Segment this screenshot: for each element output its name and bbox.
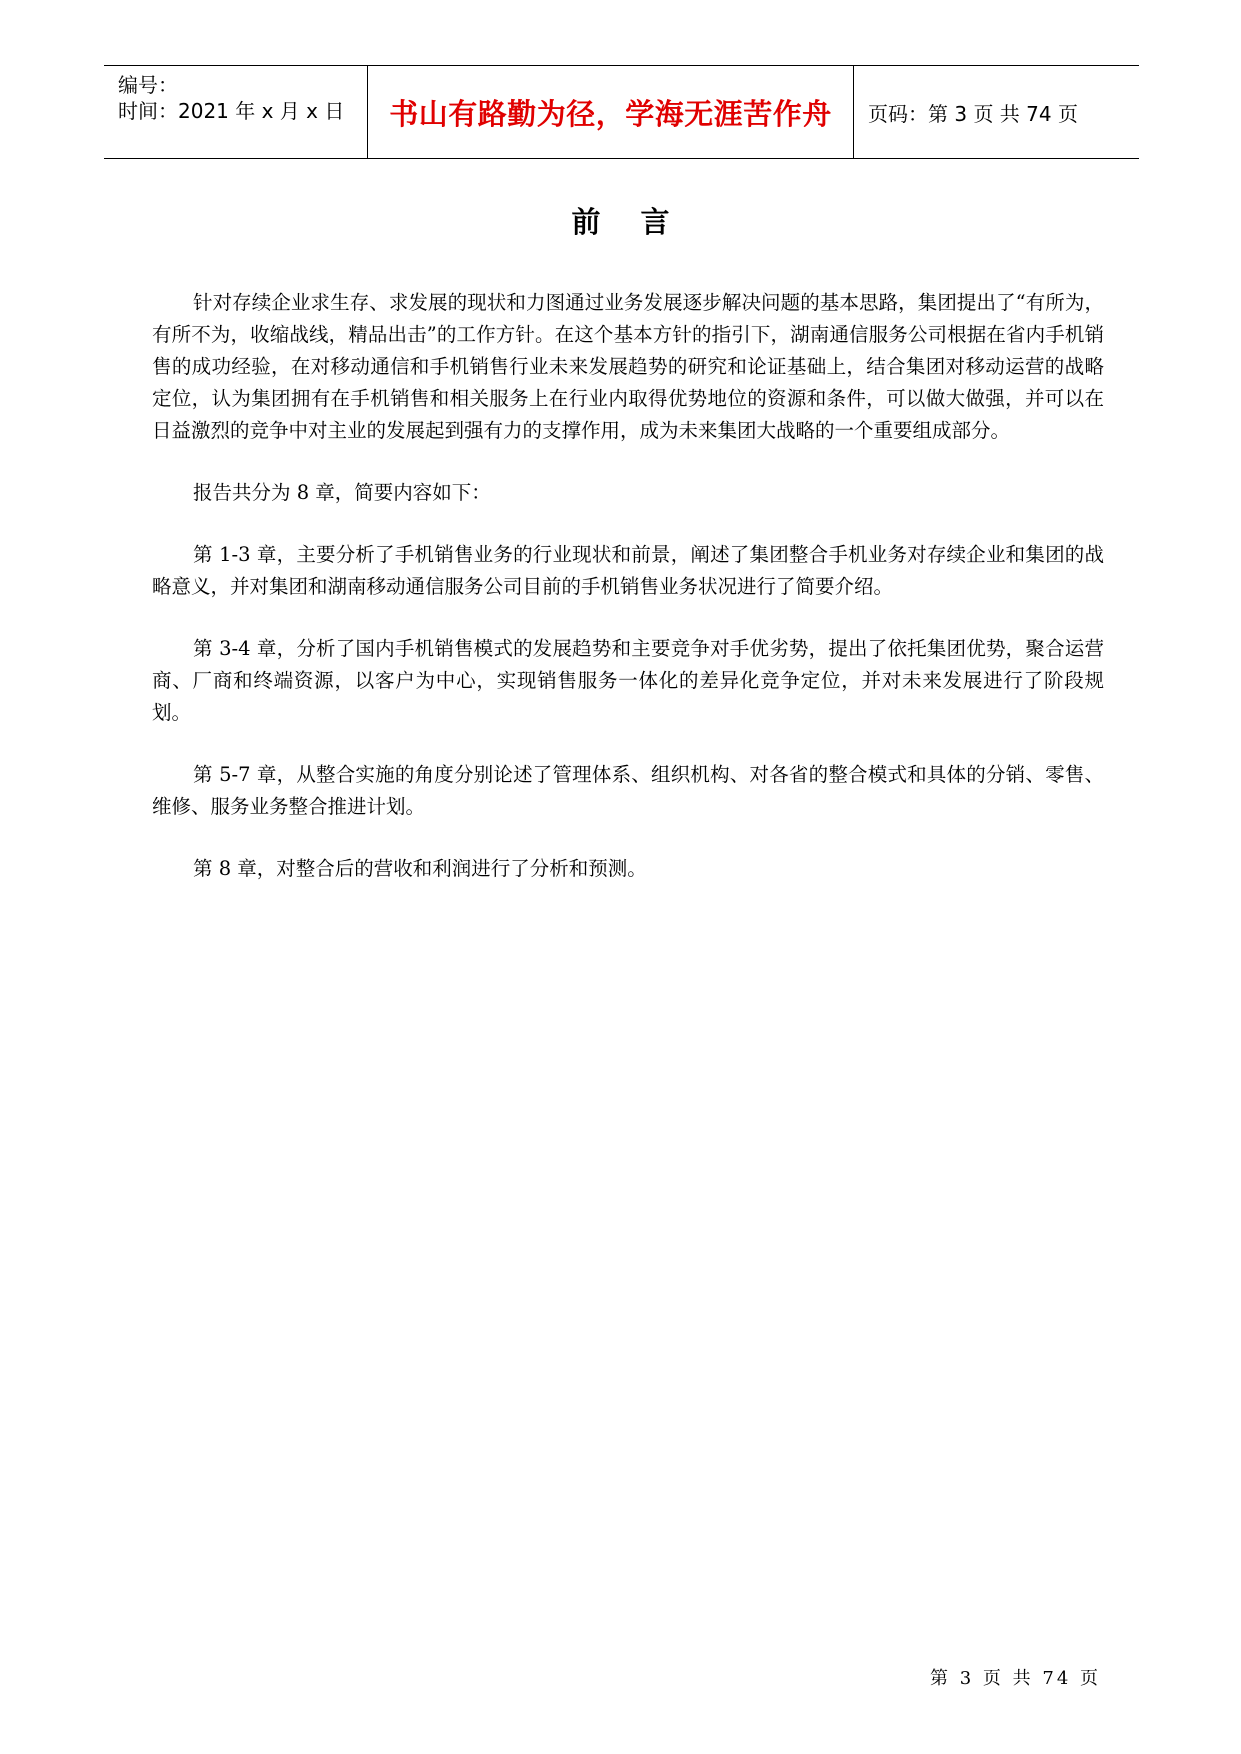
header-info-cell (104, 66, 368, 158)
paragraph-chapters-3-4: 第 3-4 章，分析了国内手机销售模式的发展趋势和主要竞争对手优劣势，提出了依托集团优势，聚合运营商、厂商和终端资源，以客户为中心，实现销售服务一体化的差异化竞争定位，并对未来发展进行了阶段规划。 (152, 637, 1104, 724)
document-number-label: 编号： (118, 73, 178, 97)
page-title: 前言 (571, 205, 710, 239)
header-motto: 书山有路勤为径，学海无涯苦作舟 (389, 96, 832, 131)
page-header (104, 65, 1139, 159)
header-page-label: 页码：第 3 页 共 74 页 (868, 101, 1078, 126)
paragraph-chapters-1-3: 第 1-3 章，主要分析了手机销售业务的行业现状和前景，阐述了集团整合手机业务对存续企业和集团的战略意义，并对集团和湖南移动通信服务公司目前的手机销售业务状况进行了简要介绍。 (152, 543, 1104, 598)
paragraph-summary: 报告共分为 8 章，简要内容如下： (193, 481, 491, 504)
document-body (152, 287, 1104, 915)
header-motto-cell (368, 66, 854, 158)
header-page-cell (854, 66, 1139, 158)
document-time-label: 时间：2021 年 x 月 x 日 (118, 99, 345, 123)
paragraph-intro: 针对存续企业求生存、求发展的现状和力图通过业务发展逐步解决问题的基本思路，集团提出了“有所为，有所不为，收缩战线，精品出击”的工作方针。在这个基本方针的指引下，湖南通信服务公司根据在省内手机销售的成功经验，在对移动通信和手机销售行业未来发展趋势的研究和论证基础上，结合集团对移动运营的战略定位，认为集团拥有在手机销售和相关服务上在行业内取得优势地位的资源和条件，可以做大做强，并可以在日益激烈的竞争中对主业的发展起到强有力的支撑作用，成为未来集团大战略的一个重要组成部分。 (152, 291, 1104, 442)
page-footer: 第 3 页 共 74 页 (930, 1668, 1101, 1689)
paragraph-chapter-8: 第 8 章，对整合后的营收和利润进行了分析和预测。 (193, 857, 647, 880)
paragraph-chapters-5-7: 第 5-7 章，从整合实施的角度分别论述了管理体系、组织机构、对各省的整合模式和具体的分销、零售、维修、服务业务整合推进计划。 (152, 763, 1104, 818)
